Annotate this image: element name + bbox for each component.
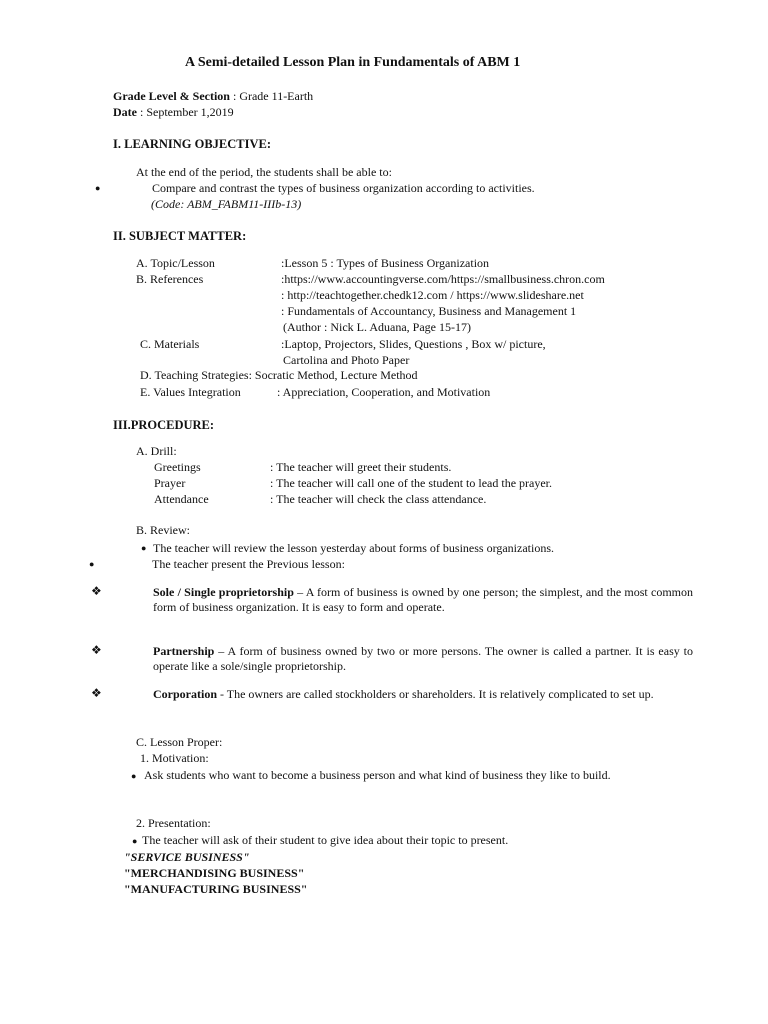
business-form-term: Corporation <box>153 687 217 701</box>
business-form-term: Sole / Single proprietorship <box>153 585 294 599</box>
topic-label: A. Topic/Lesson <box>136 256 215 270</box>
business-form-term: Partnership <box>153 644 215 658</box>
diamond-bullet-icon: ❖ <box>91 686 102 700</box>
topic-value: :Lesson 5 : Types of Business Organization <box>281 256 490 270</box>
bullet-icon: ● <box>89 559 95 569</box>
objective-heading: I. LEARNING OBJECTIVE: <box>113 137 272 151</box>
grade-level-line <box>113 89 313 104</box>
lesson-proper-label: C. Lesson Proper: <box>136 735 223 749</box>
business-type: "MANUFACTURING BUSINESS" <box>124 882 308 896</box>
objective-code: (Code: ABM_FABM11-IIIb-13) <box>151 197 302 211</box>
reference-3: : Fundamentals of Accountancy, Business and Management 1 <box>281 304 577 318</box>
reference-1: :https://www.accountingverse.com/https://smallbusiness.chron.com <box>281 272 605 286</box>
drill-row-label: Prayer <box>154 476 186 490</box>
materials-2: Cartolina and Photo Paper <box>283 353 410 367</box>
business-type: "SERVICE BUSINESS" <box>124 850 250 864</box>
values-label: E. Values Integration <box>140 385 241 399</box>
date-label: Date <box>113 105 137 119</box>
business-form-item <box>153 644 693 674</box>
materials-1: :Laptop, Projectors, Slides, Questions , Box w/ picture, <box>281 337 546 351</box>
drill-label: A. Drill: <box>136 444 177 458</box>
drill-row-value: : The teacher will check the class attendance. <box>270 492 487 506</box>
references-label: B. References <box>136 272 204 286</box>
values-value: : Appreciation, Cooperation, and Motivation <box>277 385 491 399</box>
business-form-desc: – A form of business is owned by one person; the simplest, and the most common form of business organization. It is easy to form and operate. <box>153 585 693 614</box>
business-form-item <box>153 585 693 615</box>
teaching-strategies: D. Teaching Strategies: Socratic Method, Lecture Method <box>140 368 418 382</box>
bullet-icon: ● <box>132 836 138 846</box>
motivation-text: Ask students who want to become a business person and what kind of business they like to build. <box>144 768 611 782</box>
diamond-bullet-icon: ❖ <box>91 584 102 598</box>
presentation-text: The teacher will ask of their student to give idea about their topic to present. <box>142 833 509 847</box>
reference-4: (Author : Nick L. Aduana, Page 15-17) <box>283 320 471 334</box>
motivation-label: 1. Motivation: <box>140 751 209 765</box>
diamond-bullet-icon: ❖ <box>91 643 102 657</box>
document-title: A Semi-detailed Lesson Plan in Fundamentals of ABM 1 <box>185 55 521 70</box>
presentation-label: 2. Presentation: <box>136 816 211 830</box>
date-value: : September 1,2019 <box>137 105 234 119</box>
business-type: "MERCHANDISING BUSINESS" <box>124 866 305 880</box>
bullet-icon: ● <box>141 543 147 553</box>
subject-heading: II. SUBJECT MATTER: <box>113 229 247 243</box>
review-label: B. Review: <box>136 523 190 537</box>
business-form-desc: – A form of business owned by two or more persons. The owner is called a partner. It is easy to operate like a sole/single proprietorship. <box>153 644 693 673</box>
objective-intro: At the end of the period, the students shall be able to: <box>136 165 392 179</box>
bullet-icon: ● <box>95 183 101 193</box>
business-form-desc: - The owners are called stockholders or shareholders. It is relatively complicated to set up. <box>217 687 654 701</box>
grade-level-label: Grade Level & Section <box>113 89 230 103</box>
date-line <box>113 105 234 120</box>
procedure-heading: III.PROCEDURE: <box>113 418 215 432</box>
materials-label: C. Materials <box>140 337 200 351</box>
grade-level-value: : Grade 11-Earth <box>229 89 314 103</box>
drill-row-value: : The teacher will greet their students. <box>270 460 452 474</box>
drill-row-label: Greetings <box>154 460 201 474</box>
drill-row-label: Attendance <box>154 492 209 506</box>
review-item-1: The teacher will review the lesson yesterday about forms of business organizations. <box>153 541 554 555</box>
review-item-2: The teacher present the Previous lesson: <box>152 557 345 571</box>
objective-item: Compare and contrast the types of business organization according to activities. <box>152 181 535 195</box>
bullet-icon: ● <box>131 771 137 781</box>
business-form-item <box>153 687 693 702</box>
drill-row-value: : The teacher will call one of the student to lead the prayer. <box>270 476 553 490</box>
reference-2: : http://teachtogether.chedk12.com / https://www.slideshare.net <box>281 288 584 302</box>
